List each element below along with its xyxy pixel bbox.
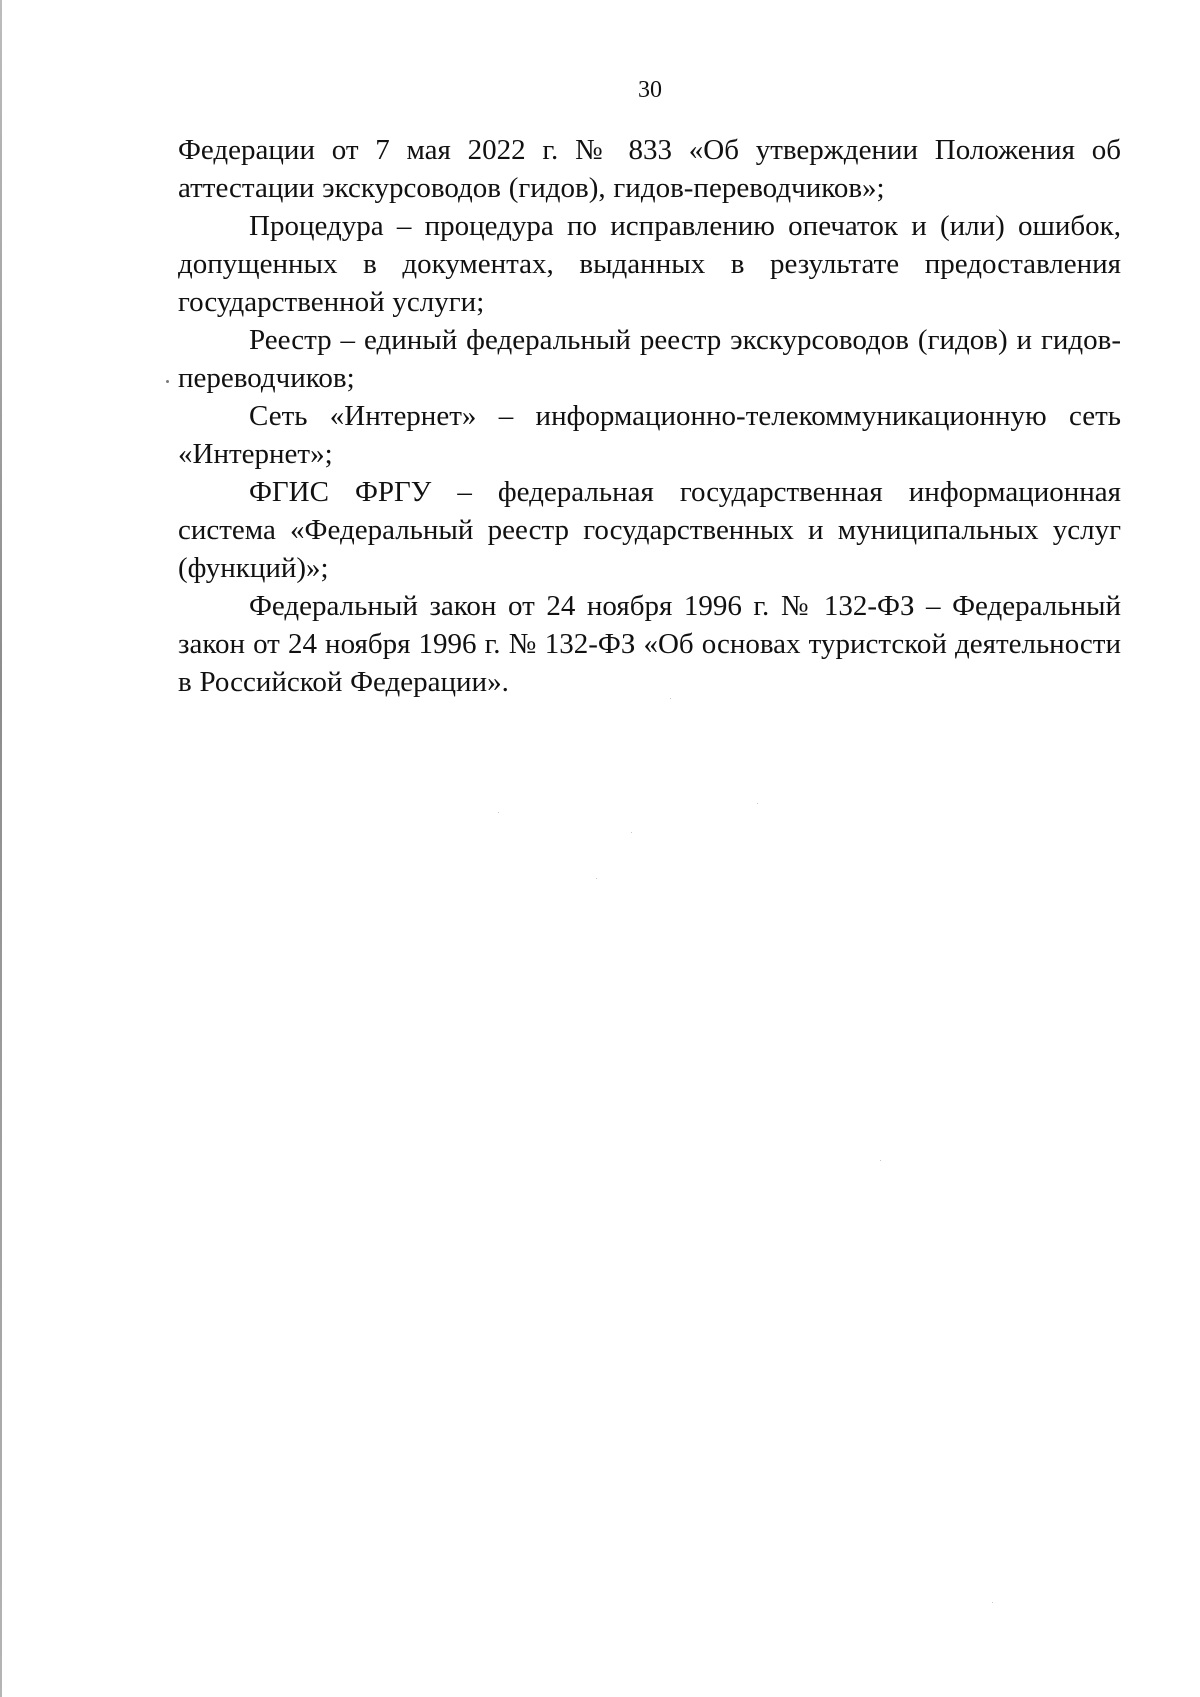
page-number: 30 <box>638 77 662 103</box>
scan-speck <box>992 1602 993 1603</box>
paragraph-internet-definition: Сеть «Интернет» – информационно-телекоммуникационную сеть «Интернет»; <box>178 400 1121 470</box>
body-text <box>178 131 1121 701</box>
scan-speck <box>757 803 758 804</box>
paragraph-fgis-frgu-definition: ФГИС ФРГУ – федеральная государственная информационная система «Федеральный реестр государственных и муниципальных услуг (функций)»; <box>178 476 1121 584</box>
paragraph-federal-law-definition: Федеральный закон от 24 ноября 1996 г. № 132-ФЗ – Федеральный закон от 24 ноября 1996 г. № 132-ФЗ «Об основах туристской деятельности в Российской Федерации». <box>178 590 1121 698</box>
paragraph-procedure-definition: Процедура – процедура по исправлению опечаток и (или) ошибок, допущенных в документах, выданных в результате предоставления государственной услуги; <box>178 210 1121 318</box>
scan-speck <box>670 698 671 699</box>
paragraph-order-reference: Федерации от 7 мая 2022 г. № 833 «Об утверждении Положения об аттестации экскурсоводов (гидов), гидов-переводчиков»; <box>178 134 1121 204</box>
scan-speck <box>596 878 597 879</box>
scan-left-edge <box>0 0 2 1697</box>
scan-speck <box>631 832 632 833</box>
scan-speck <box>498 812 499 813</box>
scan-artifact-dot <box>166 380 169 383</box>
paragraph-registry-definition: Реестр – единый федеральный реестр экскурсоводов (гидов) и гидов-переводчиков; <box>178 324 1121 394</box>
scan-speck <box>880 1160 881 1161</box>
